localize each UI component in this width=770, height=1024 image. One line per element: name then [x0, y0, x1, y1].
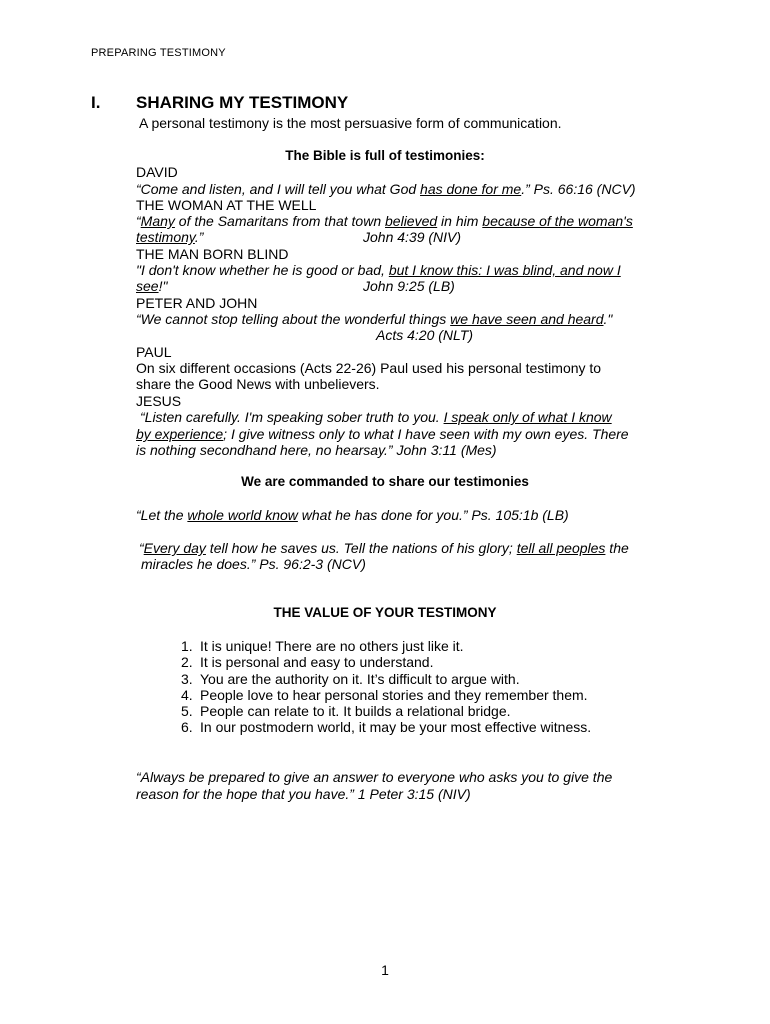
bible-heading: The Bible is full of testimonies:	[285, 148, 485, 163]
running-header: PREPARING TESTIMONY	[91, 47, 226, 59]
david-quote: “Come and listen, and I will tell you what God has done for me.” Ps. 66:16 (NCV)	[136, 181, 636, 197]
commanded-quote-1: “Let the whole world know what he has done for you.” Ps. 105:1b (LB)	[136, 507, 569, 523]
list-item: 3. You are the authority on it. It’s difficult to argue with.	[181, 670, 520, 687]
commanded-quote-2-line-2: miracles he does.” Ps. 96:2-3 (NCV)	[141, 556, 366, 572]
list-item: 1. It is unique! There are no others just like it.	[181, 638, 464, 654]
commanded-heading: We are commanded to share our testimonies	[241, 474, 529, 489]
paul-name: PAUL	[136, 344, 172, 360]
peter-name: PETER AND JOHN	[136, 295, 258, 311]
section-intro: A personal testimony is the most persuasive form of communication.	[139, 115, 562, 131]
page-number: 1	[381, 962, 389, 978]
woman-quote-line-1: “Many of the Samaritans from that town believed in him because of the woman's	[136, 213, 633, 229]
woman-name: THE WOMAN AT THE WELL	[136, 197, 317, 213]
value-list	[181, 638, 591, 736]
woman-quote-line-2: testimony.”	[136, 229, 204, 245]
jesus-name: JESUS	[136, 393, 182, 409]
jesus-quote-line-1: “Listen carefully. I'm speaking sober truth to you. I speak only of what I know	[140, 409, 612, 425]
closing-quote-line-1: “Always be prepared to give an answer to everyone who asks you to give the	[136, 769, 613, 785]
blind-name: THE MAN BORN BLIND	[136, 246, 289, 262]
section-title: SHARING MY TESTIMONY	[136, 93, 349, 112]
closing-quote-line-2: reason for the hope that you have.” 1 Peter 3:15 (NIV)	[136, 786, 471, 802]
blind-reference: John 9:25 (LB)	[363, 278, 455, 294]
list-item: 2. It is personal and easy to understand.	[181, 654, 434, 671]
david-name: DAVID	[136, 164, 178, 180]
paul-text-line-1: On six different occasions (Acts 22-26) Paul used his personal testimony to	[136, 360, 602, 376]
list-item: 5. People can relate to it. It builds a relational bridge.	[181, 703, 511, 720]
list-item: 6. In our postmodern world, it may be your most effective witness.	[181, 719, 592, 736]
paul-text-line-2: share the Good News with unbelievers.	[136, 376, 380, 392]
jesus-quote-line-2: by experience; I give witness only to what I have seen with my own eyes. There	[136, 426, 629, 442]
jesus-quote-line-3: is nothing secondhand here, no hearsay.” John 3:11 (Mes)	[136, 442, 497, 458]
list-item: 4. People love to hear personal stories and they remember them.	[181, 686, 588, 703]
peter-quote: “We cannot stop telling about the wonderful things we have seen and heard."	[136, 311, 613, 327]
section-number: I.	[91, 93, 101, 112]
value-heading: THE VALUE OF YOUR TESTIMONY	[273, 605, 497, 620]
woman-reference: John 4:39 (NIV)	[363, 229, 462, 245]
peter-reference: Acts 4:20 (NLT)	[376, 327, 473, 343]
blind-quote-line-1: "I don't know whether he is good or bad, but I know this: I was blind, and now I	[136, 262, 621, 278]
commanded-quote-2-line-1: “Every day tell how he saves us. Tell the nations of his glory; tell all peoples the	[139, 540, 629, 556]
blind-quote-line-2: see!"	[136, 278, 168, 294]
